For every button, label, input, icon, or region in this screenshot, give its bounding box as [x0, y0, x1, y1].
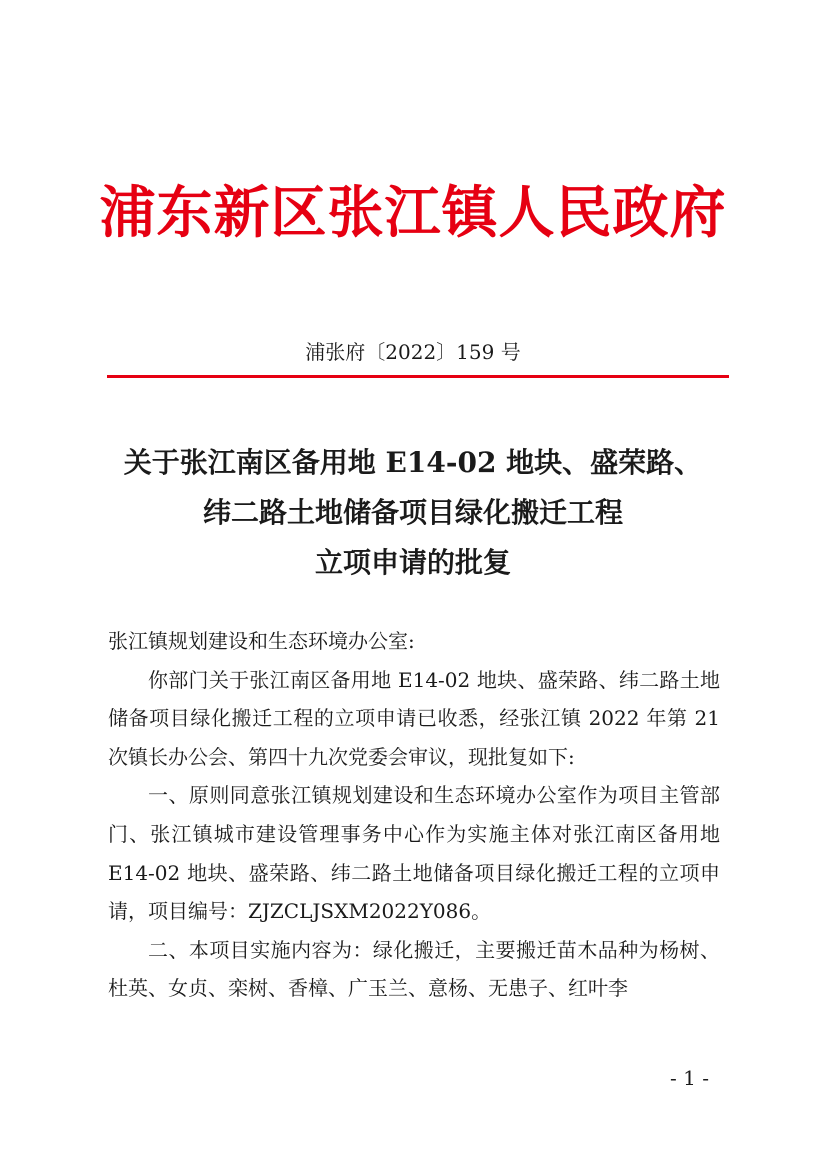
document-number: 浦张府〔2022〕159 号: [305, 340, 521, 364]
addressee: 张江镇规划建设和生态环境办公室:: [108, 629, 415, 653]
document-body: [108, 622, 720, 1008]
body-paragraph-intro: 你部门关于张江南区备用地 E14-02 地块、盛荣路、纬二路土地储备项目绿化搬迁工程的立项申请已收悉，经张江镇 2022 年第 21 次镇长办公会、第四十九次党委会审议，现批复如下:: [108, 667, 720, 769]
title-line-3: 立项申请的批复: [314, 546, 511, 579]
page-number: - 1 -: [670, 1066, 709, 1090]
title-line-2: 纬二路土地储备项目绿化搬迁工程: [202, 496, 623, 529]
body-paragraph-item-2: 二、本项目实施内容为：绿化搬迁，主要搬迁苗木品种为杨树、杜英、女贞、栾树、香樟、广玉兰、意杨、无患子、红叶李: [108, 937, 720, 1001]
red-separator-line: [107, 375, 729, 378]
title-line-1: 关于张江南区备用地 E14-02 地块、盛荣路、: [123, 446, 703, 479]
body-paragraph-item-1: 一、原则同意张江镇规划建设和生态环境办公室作为项目主管部门、张江镇城市建设管理事务中心作为实施主体对张江南区备用地 E14-02 地块、盛荣路、纬二路土地储备项目绿化搬迁工程的立项申请，项目编号：ZJZCLJSXM2022Y086。: [108, 783, 720, 924]
issuer-heading: 浦东新区张江镇人民政府: [99, 180, 727, 246]
document-title: [60, 438, 766, 588]
